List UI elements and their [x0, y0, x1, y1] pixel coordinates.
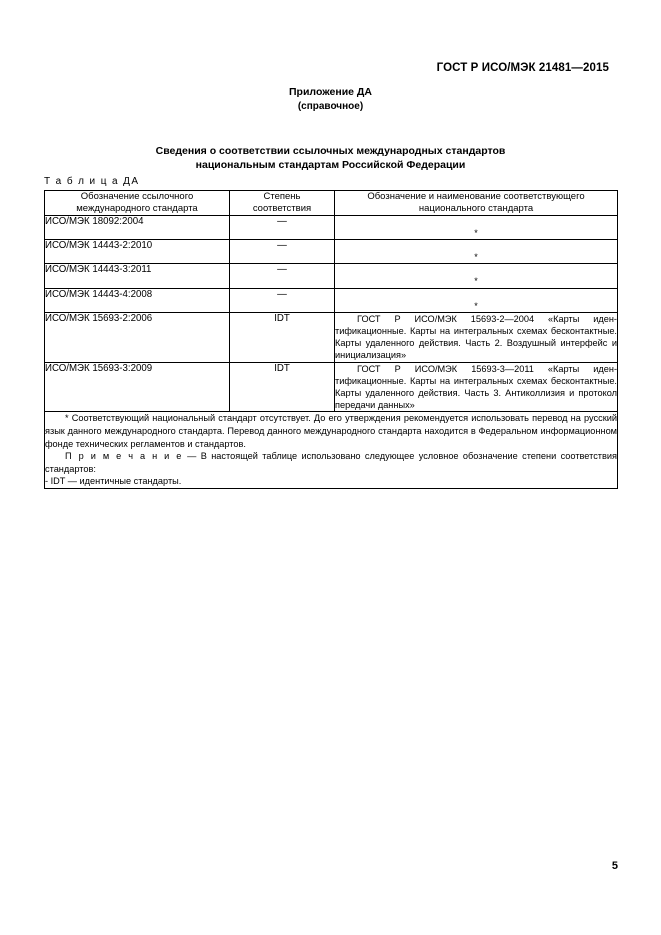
table-row	[45, 240, 618, 264]
table-note	[45, 450, 617, 475]
cell-standard: ИСО/МЭК 14443-3:2011	[45, 264, 230, 288]
cell-national: *	[335, 288, 618, 312]
cell-degree: —	[230, 288, 335, 312]
table-notes	[45, 412, 618, 489]
cell-degree: IDT	[230, 362, 335, 412]
header-col1-line1: Обозначение ссылочного	[80, 191, 194, 202]
header-col1-line2: международного стандарта	[76, 203, 198, 214]
section-title-line-1: Сведения о соответствии ссылочных международных стандартов	[155, 145, 506, 157]
table-header-row	[45, 191, 618, 216]
note-label: П р и м е ч а н и е	[65, 451, 183, 462]
header-col3-line2: национального стандарта	[418, 203, 534, 214]
annex-title: Приложение ДА	[289, 86, 372, 98]
document-header-code: ГОСТ Р ИСО/МЭК 21481—2015	[436, 62, 609, 74]
header-col2-line2: соответствия	[252, 203, 312, 214]
cell-standard: ИСО/МЭК 14443-2:2010	[45, 240, 230, 264]
page-number: 5	[611, 860, 618, 872]
cell-national: *	[335, 240, 618, 264]
table-footnote: * Соответствующий национальный стандарт отсутствует. До его утверждения рекомендуется использовать перевод на русский язык данного международного стандарта. Перевод данного международного стандарта находится в Федеральном информационном фонде технических регламентов и стандартов.	[45, 413, 617, 449]
cell-national	[335, 362, 618, 412]
note-item: - IDT — идентичные стандарты.	[45, 476, 182, 487]
table-notes-row	[45, 412, 618, 489]
header-col3-line1: Обозначение и наименование соответствующего	[367, 191, 585, 202]
annex-subtitle: (справочное)	[297, 101, 364, 112]
cell-standard: ИСО/МЭК 15693-2:2006	[45, 312, 230, 362]
cell-national-text: ГОСТ Р ИСО/МЭК 15693-2—2004 «Карты иден-тификационные. Карты на интегральных схемах бесконтактные. Карты удаленного действия. Часть 2. Воздушный интерфейс и инициализация»	[335, 313, 617, 361]
table-row	[45, 264, 618, 288]
cell-degree: —	[230, 264, 335, 288]
table-row	[45, 362, 618, 412]
cell-national: *	[335, 264, 618, 288]
section-title	[0, 144, 661, 172]
table-header-national	[335, 191, 618, 216]
cell-standard: ИСО/МЭК 14443-4:2008	[45, 288, 230, 312]
cell-degree: IDT	[230, 312, 335, 362]
note-text: — В настоящей таблице использовано следующее условное обозначение степени соответствия стандартов:	[45, 451, 617, 474]
cell-national	[335, 312, 618, 362]
cell-national-text: ГОСТ Р ИСО/МЭК 15693-3—2011 «Карты иден-тификационные. Карты на интегральных схемах бесконтактные. Карты удаленного действия. Часть 3. Антиколлизия и протокол передачи данных»	[335, 363, 617, 411]
table-row	[45, 216, 618, 240]
table-row	[45, 312, 618, 362]
table-row	[45, 288, 618, 312]
cell-national: *	[335, 216, 618, 240]
section-title-line-2: национальным стандартам Российской Федерации	[195, 159, 466, 171]
table-caption: Т а б л и ц а ДА	[44, 176, 140, 187]
cell-degree: —	[230, 216, 335, 240]
table-header-standard	[45, 191, 230, 216]
cell-standard: ИСО/МЭК 18092:2004	[45, 216, 230, 240]
cell-degree: —	[230, 240, 335, 264]
correspondence-table	[44, 190, 618, 489]
header-col2-line1: Степень	[263, 191, 301, 202]
cell-standard: ИСО/МЭК 15693-3:2009	[45, 362, 230, 412]
table-header-degree	[230, 191, 335, 216]
